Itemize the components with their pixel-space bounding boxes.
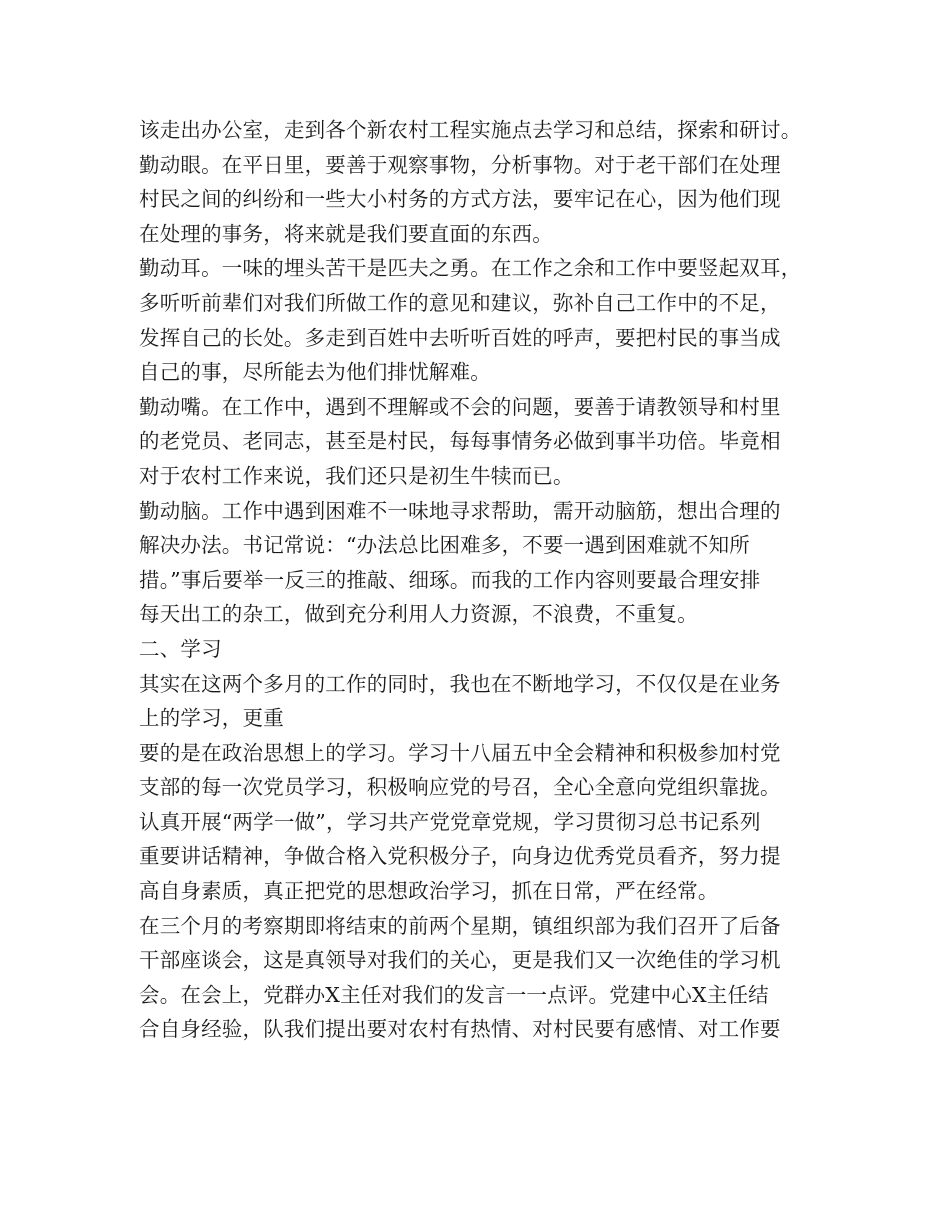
- text-line: 发挥自己的长处。多走到百姓中去听听百姓的呼声，要把村民的事当成: [139, 325, 781, 350]
- text-line: 高自身素质，真正把党的思想政治学习，抓在日常，严在经常。: [139, 879, 719, 904]
- text-line: 要的是在政治思想上的学习。学习十八届五中全会精神和积极参加村党: [139, 740, 781, 765]
- text-line: 其实在这两个多月的工作的同时，我也在不断地学习，不仅仅是在业务: [139, 671, 781, 696]
- text-line: 勤动眼。在平日里，要善于观察事物，分析事物。对于老干部们在处理: [139, 152, 781, 177]
- text-line: 勤动耳。一味的埋头苦干是匹夫之勇。在工作之余和工作中要竖起双耳，: [139, 256, 802, 281]
- text-line: 措。”事后要举一反三的推敲、细琢。而我的工作内容则要最合理安排: [139, 567, 761, 592]
- text-line: 会。在会上，党群办X主任对我们的发言一一点评。党建中心X主任结: [139, 982, 769, 1007]
- text-line: 每天出工的杂工，做到充分利用人力资源，不浪费，不重复。: [139, 602, 698, 627]
- section-heading: 二、学习: [139, 636, 222, 661]
- text-line: 解决办法。书记常说：“办法总比困难多，不要一遇到困难就不知所: [139, 533, 750, 558]
- document-body: [139, 113, 829, 1047]
- text-line: 该走出办公室，走到各个新农村工程实施点去学习和总结，探索和研讨。: [139, 118, 802, 142]
- text-line: 重要讲话精神，争做合格入党积极分子，向身边优秀党员看齐，努力提: [139, 844, 781, 869]
- text-line: 勤动脑。工作中遇到困难不一味地寻求帮助，需开动脑筋，想出合理的: [139, 498, 781, 523]
- text-line: 勤动嘴。在工作中，遇到不理解或不会的问题，要善于请教领导和村里: [139, 394, 781, 419]
- text-line: 认真开展“两学一做”，学习共产党党章党规，学习贯彻习总书记系列: [139, 809, 761, 834]
- text-line: 的老党员、老同志，甚至是村民，每每事情务必做到事半功倍。毕竟相: [139, 429, 781, 454]
- text-line: 对于农村工作来说，我们还只是初生牛犊而已。: [139, 463, 574, 488]
- text-line: 在处理的事务，将来就是我们要直面的东西。: [139, 221, 553, 246]
- text-line: 上的学习，更重: [139, 706, 284, 731]
- text-line: 多听听前辈们对我们所做工作的意见和建议，弥补自己工作中的不足，: [139, 290, 781, 315]
- text-line: 在三个月的考察期即将结束的前两个星期，镇组织部为我们召开了后备: [139, 913, 781, 938]
- text-line: 合自身经验，队我们提出要对农村有热情、对村民要有感情、对工作要: [139, 1017, 781, 1042]
- text-line: 支部的每一次党员学习，积极响应党的号召，全心全意向党组织靠拢。: [139, 775, 781, 800]
- text-line: 干部座谈会，这是真领导对我们的关心，更是我们又一次绝佳的学习机: [139, 948, 781, 973]
- text-line: 自己的事，尽所能去为他们排忧解难。: [139, 360, 491, 385]
- text-line: 村民之间的纠纷和一些大小村务的方式方法，要牢记在心，因为他们现: [139, 187, 781, 212]
